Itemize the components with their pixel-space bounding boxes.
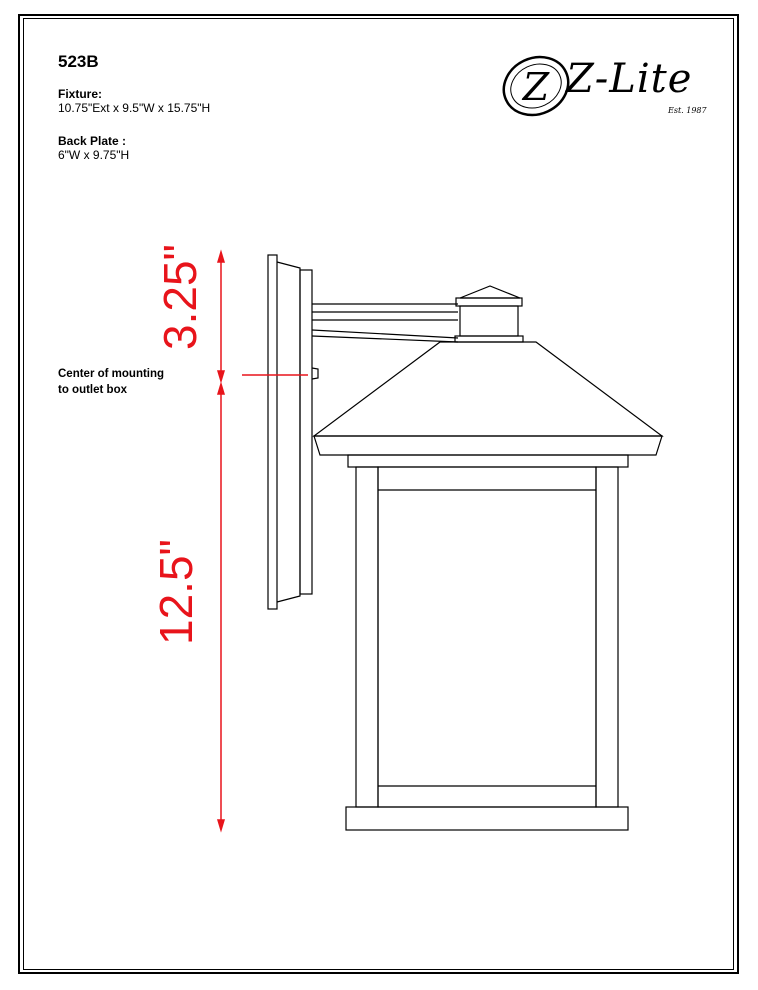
back-plate-rim — [300, 270, 312, 594]
left-post — [356, 467, 378, 807]
mounting-stub — [312, 368, 318, 379]
model-number: 523B — [58, 52, 99, 71]
back-plate-bevel — [277, 262, 300, 602]
fixture-dimensions: 10.75"Ext x 9.5"W x 15.75"H — [58, 101, 211, 115]
mounting-note-line-1: Center of mounting — [58, 368, 165, 380]
back-plate-dimensions: 6"W x 9.75"H — [58, 148, 130, 162]
roof — [314, 342, 662, 436]
arrow-down-icon — [218, 371, 224, 381]
fixture-label: Fixture: — [58, 87, 103, 101]
back-plate — [268, 255, 277, 609]
roof-lip — [314, 436, 662, 455]
glass-panel — [378, 467, 596, 807]
dimension-upper-label: 3.25" — [154, 244, 206, 350]
arrow-up-icon — [218, 252, 224, 262]
logo-monogram: Z — [522, 65, 550, 109]
back-plate-label: Back Plate : — [58, 134, 127, 148]
top-band — [348, 455, 628, 467]
right-post — [596, 467, 618, 807]
arrow-up-icon — [218, 384, 224, 394]
logo-wordmark: Z-Lite — [566, 56, 693, 102]
arrow-down-icon — [218, 820, 224, 830]
finial-collar — [456, 298, 522, 306]
finial-base — [455, 336, 523, 342]
base-plate — [346, 807, 628, 830]
finial-cap — [460, 286, 520, 298]
logo-established: Est. 1987 — [668, 106, 707, 115]
mounting-note-line-2: to outlet box — [58, 384, 127, 396]
dimension-lower-label: 12.5" — [150, 539, 202, 645]
finial-body — [460, 306, 518, 336]
